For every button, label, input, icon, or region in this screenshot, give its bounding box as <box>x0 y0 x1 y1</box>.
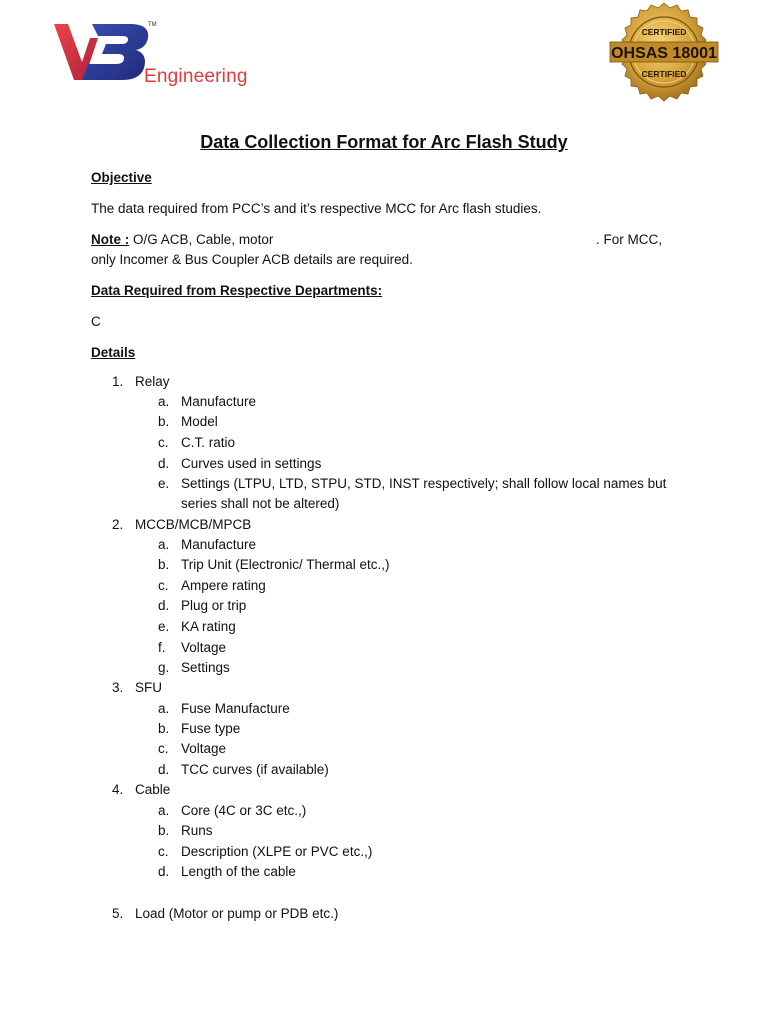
list-item-cable: Cable <box>135 782 171 797</box>
sub-item: Voltage <box>181 640 227 655</box>
logo-wordmark: Engineering <box>144 66 248 87</box>
sub-item: C.T. ratio <box>181 435 236 450</box>
ohsas-certified-seal <box>608 2 720 102</box>
svg-text:TM: TM <box>148 22 157 28</box>
company-logo <box>52 18 252 94</box>
sub-letter: g. <box>158 660 170 675</box>
sub-letter: d. <box>158 598 170 613</box>
sub-item: Plug or trip <box>181 598 247 613</box>
sub-letter: c. <box>158 844 169 859</box>
sub-letter: d. <box>158 456 170 471</box>
data-required-text: C <box>91 314 101 329</box>
sub-letter: c. <box>158 578 169 593</box>
sub-letter: c. <box>158 435 169 450</box>
list-number: 3. <box>112 680 124 695</box>
sub-letter: a. <box>158 701 170 716</box>
sub-letter: a. <box>158 803 170 818</box>
note-line <box>91 230 273 250</box>
sub-item: Core (4C or 3C etc.,) <box>181 803 307 818</box>
sub-item: Fuse type <box>181 721 241 736</box>
sub-letter: e. <box>158 476 170 491</box>
sub-item: Fuse Manufacture <box>181 701 290 716</box>
sub-letter: c. <box>158 741 169 756</box>
list-item-sfu: SFU <box>135 680 162 695</box>
sub-item: Description (XLPE or PVC etc.,) <box>181 844 373 859</box>
document-title: Data Collection Format for Arc Flash Study <box>200 132 568 152</box>
data-required-heading: Data Required from Respective Departments: <box>91 283 383 298</box>
sub-item: Settings <box>181 660 230 675</box>
sub-item: Voltage <box>181 741 227 756</box>
sub-item: Trip Unit (Electronic/ Thermal etc.,) <box>181 557 390 572</box>
list-number: 2. <box>112 517 124 532</box>
list-item-load: Load (Motor or pump or PDB etc.) <box>135 906 339 921</box>
svg-text:CERTIFIED: CERTIFIED <box>641 27 687 37</box>
note-text-right: . For MCC, <box>596 232 662 247</box>
sub-letter: b. <box>158 414 170 429</box>
note-line-2: only Incomer & Bus Coupler ACB details are required. <box>91 252 413 267</box>
objective-heading: Objective <box>91 170 152 185</box>
sub-letter: d. <box>158 864 170 879</box>
sub-item: TCC curves (if available) <box>181 762 329 777</box>
sub-item: Curves used in settings <box>181 456 322 471</box>
sub-letter: b. <box>158 823 170 838</box>
list-number: 5. <box>112 906 124 921</box>
list-number: 4. <box>112 782 124 797</box>
sub-letter: a. <box>158 394 170 409</box>
sub-letter: b. <box>158 721 170 736</box>
sub-item: Length of the cable <box>181 864 296 879</box>
sub-item: Settings (LTPU, LTD, STPU, STD, INST respectively; shall follow local names but <box>181 476 667 491</box>
sub-item: Model <box>181 414 218 429</box>
sub-item-continuation: series shall not be altered) <box>181 496 340 511</box>
certified-seal-icon <box>608 2 720 102</box>
sub-letter: e. <box>158 619 170 634</box>
note-text-part1: O/G ACB, Cable <box>133 232 232 247</box>
sub-item: Manufacture <box>181 394 257 409</box>
sub-letter: f. <box>158 640 166 655</box>
sub-letter: a. <box>158 537 170 552</box>
list-item-mccb: MCCB/MCB/MPCB <box>135 517 252 532</box>
note-text-part2: , motor <box>231 232 274 247</box>
objective-text: The data required from PCC’s and it’s respective MCC for Arc flash studies. <box>91 201 542 216</box>
svg-text:OHSAS 18001: OHSAS 18001 <box>611 45 717 62</box>
sub-item: KA rating <box>181 619 236 634</box>
sub-item: Ampere rating <box>181 578 266 593</box>
list-number: 1. <box>112 374 124 389</box>
sub-item: Manufacture <box>181 537 257 552</box>
list-item-relay: Relay <box>135 374 170 389</box>
sub-letter: d. <box>158 762 170 777</box>
sub-item: Runs <box>181 823 213 838</box>
note-label: Note : <box>91 232 130 247</box>
details-heading: Details <box>91 345 136 360</box>
svg-text:CERTIFIED: CERTIFIED <box>641 69 687 79</box>
sub-letter: b. <box>158 557 170 572</box>
